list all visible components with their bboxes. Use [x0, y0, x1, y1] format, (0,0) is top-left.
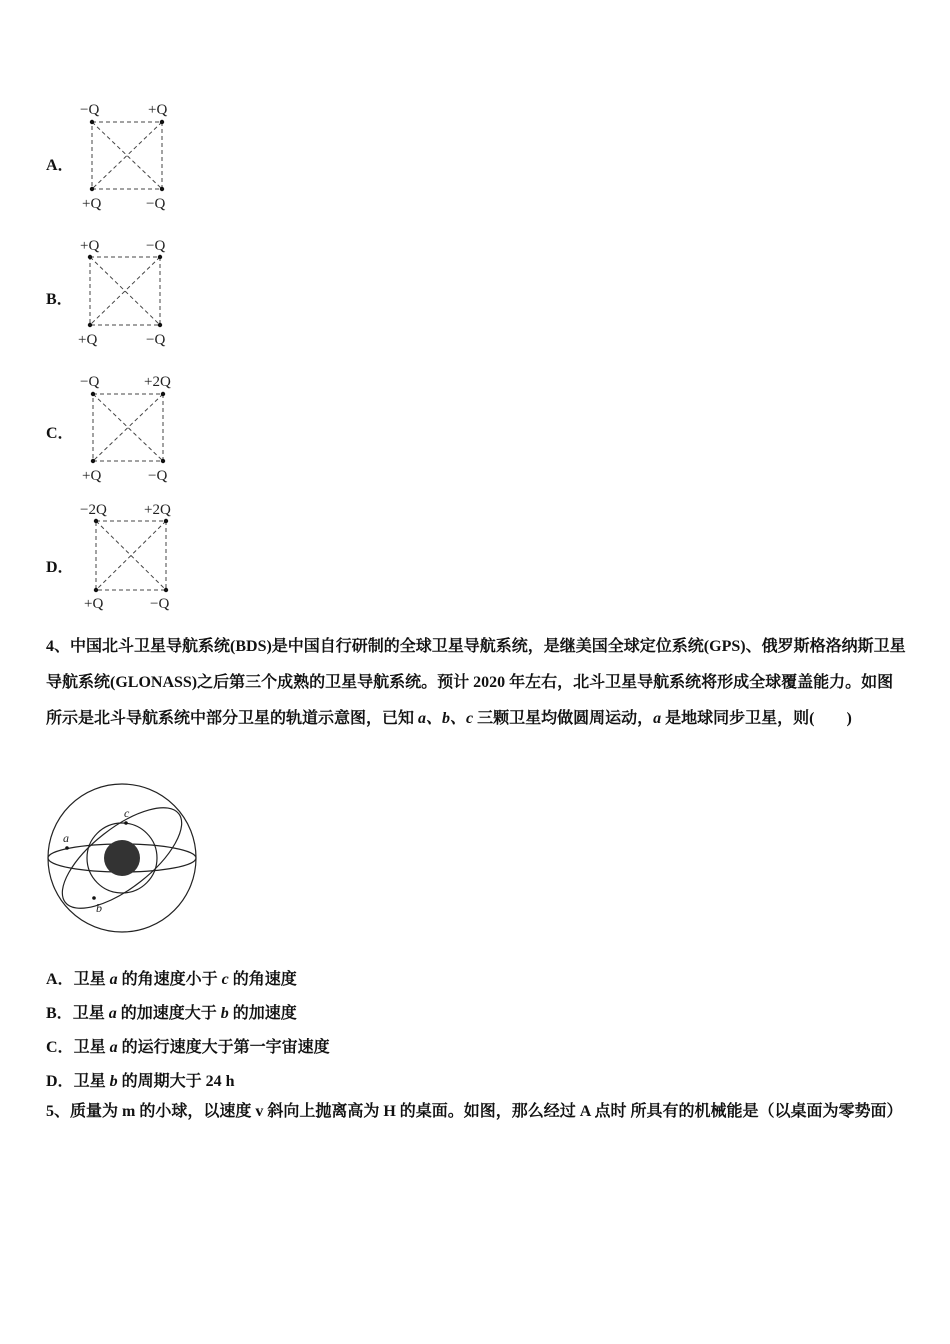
question-number: 4、 [46, 638, 71, 655]
question-5-text [46, 1094, 908, 1130]
option-text: 的加速度 [228, 1005, 297, 1022]
q4-option-a[interactable] [46, 966, 297, 989]
charge-square-c [80, 372, 190, 487]
q4-option-c[interactable] [46, 1034, 330, 1057]
option-d-label: D． [46, 559, 74, 576]
option-text: 的角速度 [228, 971, 297, 988]
option-var: a [108, 1005, 117, 1022]
option-letter: C． [46, 1039, 74, 1056]
satellite-vars: a、b、c [418, 710, 474, 727]
charge-tl: −Q [80, 102, 100, 118]
charge-tl: −Q [80, 374, 100, 390]
option-var: a [109, 971, 118, 988]
option-text: 卫星 [73, 1039, 110, 1056]
satellite-a-var: a [653, 710, 662, 727]
option-a-label: A． [46, 157, 74, 174]
option-text: 的运行速度大于第一宇宙速度 [117, 1039, 330, 1056]
question-body-2: 三颗卫星均做圆周运动， [473, 710, 654, 727]
option-text: 的角速度小于 [117, 971, 222, 988]
option-text: 卫星 [73, 971, 110, 988]
question-number: 5、 [46, 1103, 71, 1120]
charge-tr: +Q [148, 102, 168, 118]
charge-square-a [80, 100, 190, 215]
charge-tr: +2Q [144, 374, 171, 390]
option-var: b [220, 1005, 229, 1022]
charge-br: −Q [148, 468, 168, 484]
question-body: 中国北斗卫星导航系统(BDS)是中国自行研制的全球卫星导航系统，是继美国全球定位系统(GPS)、俄罗斯格洛纳斯卫星导航系统(GLONASS)之后第三个成熟的卫星导航系统。预计 2020 年左右，北斗卫星导航系统将形成全球覆盖能力。如图所示是北斗导航系统中部分卫星的轨道示意图，已知 [46, 638, 906, 727]
q4-option-d[interactable] [46, 1068, 234, 1091]
charge-square-b [78, 236, 188, 351]
charge-tl: +Q [80, 238, 100, 254]
option-var: c [221, 971, 229, 988]
label-c: c [124, 806, 130, 820]
charge-tl: −2Q [80, 502, 107, 518]
option-text: 卫星 [73, 1073, 110, 1090]
question-body: 质量为 m 的小球，以速度 v 斜向上抛离高为 H 的桌面。如图，那么经过 A 点时 所具有的机械能是（以桌面为零势面） [70, 1103, 903, 1120]
charge-bl: +Q [82, 468, 102, 484]
option-text: 的周期大于 24 h [117, 1073, 235, 1090]
question-4-text [46, 629, 908, 737]
option-letter: B． [46, 1005, 73, 1022]
option-var: b [109, 1073, 118, 1090]
charge-bl: +Q [78, 332, 98, 348]
satellite-orbit-figure [46, 781, 206, 942]
q4-option-b[interactable] [46, 1000, 297, 1023]
label-b: b [96, 901, 102, 915]
option-text: 的加速度大于 [116, 1005, 221, 1022]
option-letter: D． [46, 1073, 74, 1090]
charge-br: −Q [146, 196, 166, 212]
option-letter: A． [46, 971, 74, 988]
charge-bl: +Q [82, 196, 102, 212]
option-var: a [109, 1039, 118, 1056]
charge-tr: +2Q [144, 502, 171, 518]
option-b-label: B． [46, 291, 73, 308]
question-body-3: 是地球同步卫星，则( ) [661, 710, 852, 727]
charge-br: −Q [146, 332, 166, 348]
charge-br: −Q [150, 596, 170, 612]
charge-bl: +Q [84, 596, 104, 612]
label-a: a [63, 831, 69, 845]
charge-tr: −Q [146, 238, 166, 254]
option-text: 卫星 [72, 1005, 109, 1022]
option-c-label: C． [46, 425, 74, 442]
charge-square-d [80, 500, 190, 615]
